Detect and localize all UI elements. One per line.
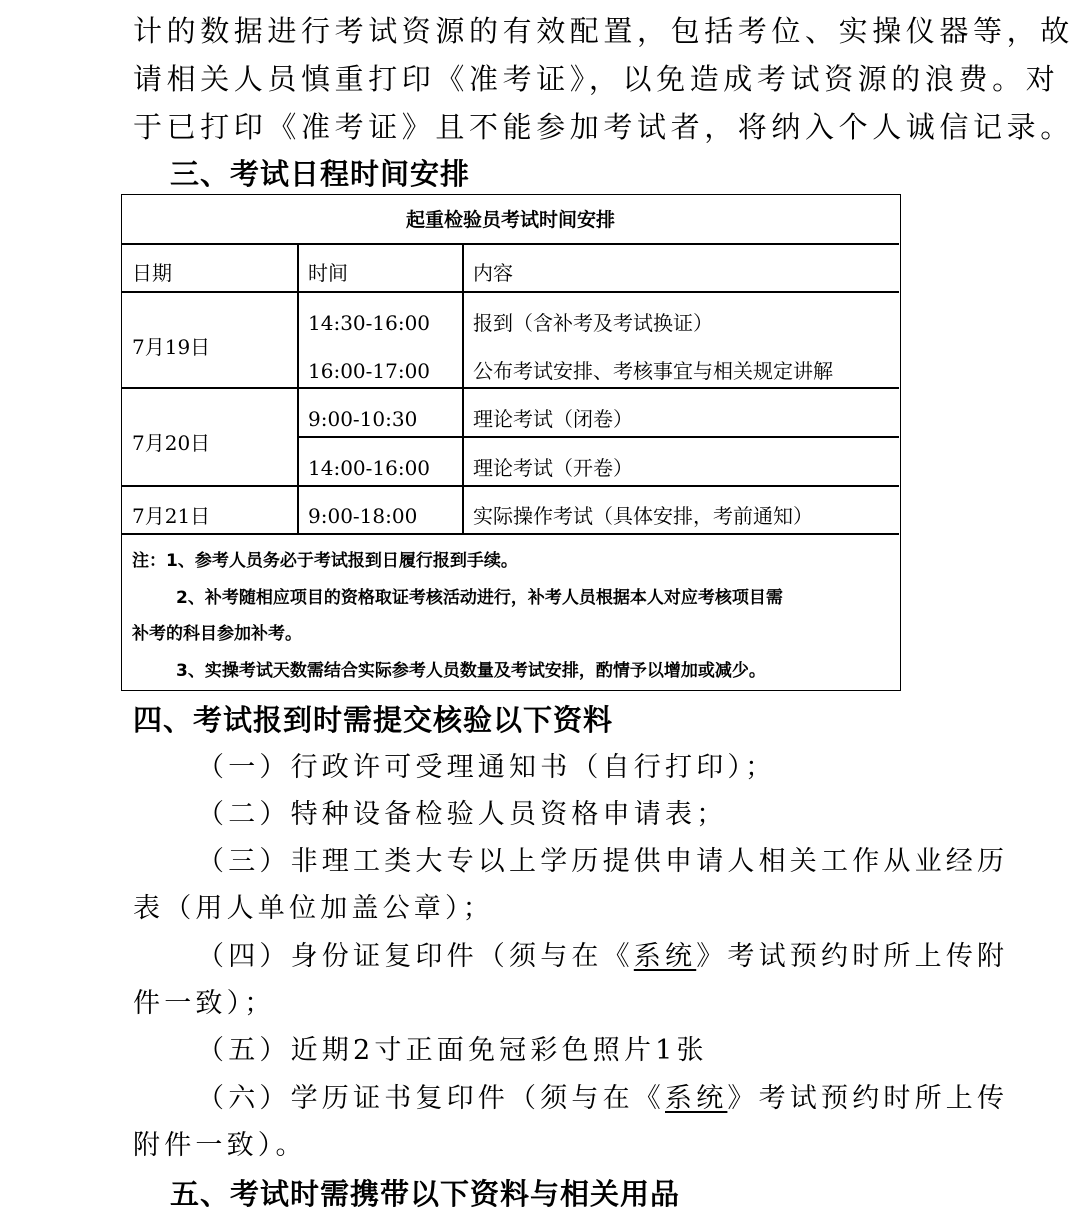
row-content-1b: 公布考试安排、考核事宜与相关规定讲解 xyxy=(473,359,833,383)
row-time-1b: 16:00-17:00 xyxy=(308,359,431,383)
row-date-2: 7月20日 xyxy=(132,431,211,455)
system-link-1[interactable]: 系统 xyxy=(633,941,697,972)
intro-line-1: 计的数据进行考试资源的有效配置，包括考位、实操仪器等，故 xyxy=(133,14,1074,48)
row-content-1a: 报到（含补考及考试换证） xyxy=(473,311,713,335)
row-time-1a: 14:30-16:00 xyxy=(308,311,431,335)
intro-line-2: 请相关人员慎重打印《准考证》，以免造成考试资源的浪费。对 xyxy=(133,62,1060,96)
table-title: 起重检验员考试时间安排 xyxy=(405,209,615,231)
list-item-6a-post: 》考试预约时所上传 xyxy=(727,1083,1009,1114)
header-content: 内容 xyxy=(473,261,513,285)
section-3-heading: 三、考试日程时间安排 xyxy=(170,157,471,191)
list-item-4a xyxy=(133,933,1017,980)
row-content-3: 实际操作考试（具体安排，考前通知） xyxy=(473,504,813,528)
list-item-4a-post: 》考试预约时所上传附 xyxy=(696,941,1009,972)
intro-line-3: 于已打印《准考证》且不能参加考试者，将纳入个人诚信记录。 xyxy=(133,110,1074,144)
list-item-6a-pre: （六）学历证书复印件（须与在《 xyxy=(197,1083,665,1114)
row-time-2a: 9:00-10:30 xyxy=(308,407,418,431)
table-note-1: 注：1、参考人员务必于考试报到日履行报到手续。 xyxy=(132,551,518,571)
list-item-1: （一）行政许可受理通知书（自行打印）； xyxy=(197,752,777,783)
list-item-2: （二）特种设备检验人员资格申请表； xyxy=(197,799,728,830)
row-date-3: 7月21日 xyxy=(132,504,211,528)
row-date-1: 7月19日 xyxy=(132,335,211,359)
list-item-3b: 表（用人单位加盖公章）； xyxy=(133,893,494,924)
table-note-3: 3、实操考试天数需结合实际参考人员数量及考试安排，酌情予以增加或减少。 xyxy=(176,661,766,681)
section-4-heading: 四、考试报到时需提交核验以下资料 xyxy=(133,703,614,737)
table-note-2a: 2、补考随相应项目的资格取证考核活动进行，补考人员根据本人对应考核项目需 xyxy=(176,588,783,608)
list-item-3a: （三）非理工类大专以上学历提供申请人相关工作从业经历 xyxy=(197,846,1009,877)
list-item-4a-pre: （四）身份证复印件（须与在《 xyxy=(197,941,634,972)
header-time: 时间 xyxy=(308,261,348,285)
table-note-2b: 补考的科目参加补考。 xyxy=(132,624,302,644)
row-time-2b: 14:00-16:00 xyxy=(308,456,431,480)
header-date: 日期 xyxy=(132,261,172,285)
list-item-5: （五）近期2寸正面免冠彩色照片1张 xyxy=(197,1035,708,1066)
system-link-2[interactable]: 系统 xyxy=(665,1083,728,1114)
schedule-table xyxy=(121,194,901,691)
row-time-3: 9:00-18:00 xyxy=(308,504,418,528)
list-item-6b: 附件一致）。 xyxy=(133,1130,307,1161)
row-content-2a: 理论考试（闭卷） xyxy=(473,407,633,431)
section-5-heading: 五、考试时需携带以下资料与相关用品 xyxy=(170,1177,681,1211)
list-item-6a xyxy=(133,1075,1017,1122)
row-content-2b: 理论考试（开卷） xyxy=(473,456,633,480)
list-item-4b: 件一致）； xyxy=(133,988,276,1019)
